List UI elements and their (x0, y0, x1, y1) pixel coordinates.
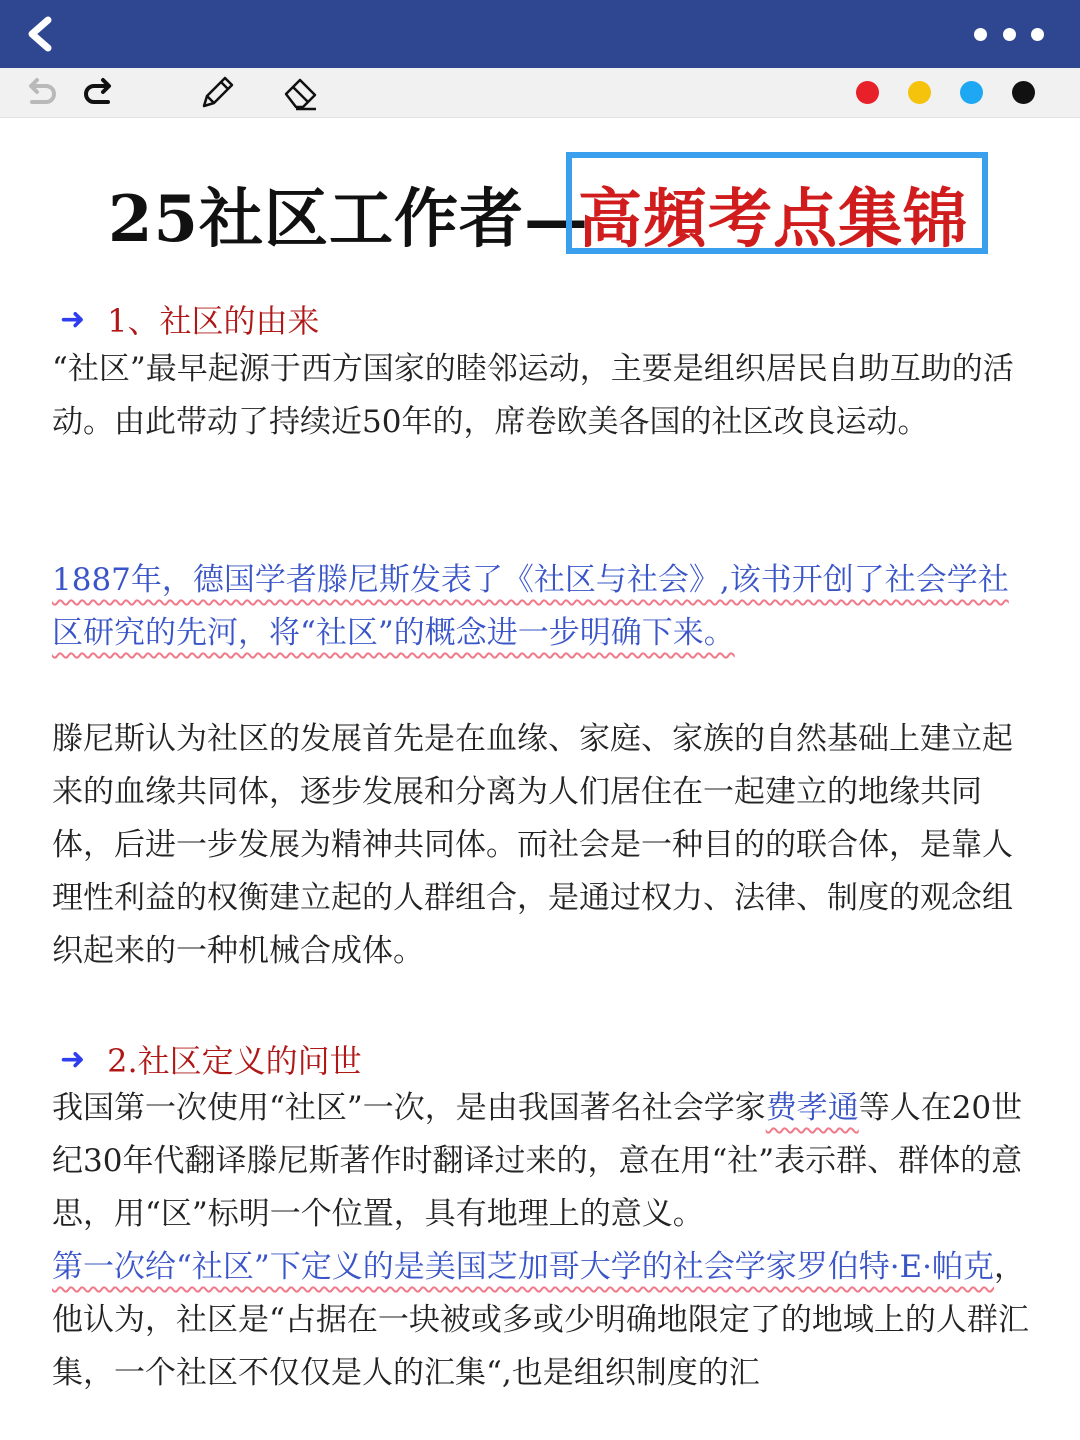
section-heading-1 (60, 296, 320, 342)
section1-paragraph-1: “社区”最早起源于西方国家的睦邻运动，主要是组织居民自助互助的活动。由此带动了持续近50年的，席卷欧美各国的社区改良运动。 (52, 351, 1014, 440)
color-black[interactable] (1012, 81, 1035, 104)
color-yellow[interactable] (908, 81, 931, 104)
highlighted-definition: 第一次给“社区”下定义的是美国芝加哥大学的社会学家罗伯特·E·帕克 (52, 1249, 995, 1285)
undo-button[interactable] (22, 74, 60, 112)
section2-paragraph-1-text-a: 我国第一次使用“社区”一次，是由我国著名社会学家 (52, 1090, 766, 1126)
pencil-icon (198, 74, 236, 112)
arrow-right-icon: ➜ (60, 1041, 86, 1077)
redo-button[interactable] (80, 74, 118, 112)
more-dots-icon (974, 28, 987, 41)
section-heading-1-label: 1、社区的由来 (107, 302, 320, 340)
chevron-left-icon (18, 12, 62, 56)
section-heading-2-label: 2.社区定义的问世 (107, 1042, 362, 1080)
color-blue[interactable] (960, 81, 983, 104)
eraser-icon (282, 74, 320, 112)
page-title: 25社区工作者— (108, 182, 590, 257)
section1-paragraph-2-text: 1887年，德国学者滕尼斯发表了《社区与社会》,该书开创了社会学社区研究的先河，将“社区”的概念进一步明确下来。 (52, 562, 1009, 651)
section-heading-2 (60, 1036, 362, 1082)
section1-paragraph-2 (52, 554, 1032, 660)
top-nav-bar (0, 0, 1080, 68)
section2-paragraph-2-text: ，他认为，社区是“占据在一块被或多或少明确地限定了的地域上的人群汇集，一个社区不仅仅是人的汇集“,也是组织制度的汇 (52, 1249, 1029, 1391)
pencil-button[interactable] (198, 74, 236, 112)
highlighted-name: 费孝通 (765, 1090, 859, 1126)
undo-icon (22, 74, 60, 112)
arrow-right-icon: ➜ (60, 301, 86, 337)
color-red[interactable] (856, 81, 879, 104)
more-options-button[interactable] (974, 24, 1044, 44)
section2-paragraph-1-text-b: 等人在20世纪30年代翻译滕尼斯著作时翻译过来的，意在用“社”表示群、群体的意思，用“区”标明一个位置，具有地理上的意义。 (52, 1090, 1023, 1232)
page-title-highlight: 高頻考点集锦 (578, 182, 968, 257)
section2-paragraph-1 (52, 1082, 1032, 1241)
back-button[interactable] (18, 12, 62, 56)
redo-icon (80, 74, 118, 112)
section2-paragraph-2 (52, 1241, 1032, 1400)
eraser-button[interactable] (282, 74, 320, 112)
section1-paragraph-3: 滕尼斯认为社区的发展首先是在血缘、家庭、家族的自然基础上建立起来的血缘共同体，逐步发展和分离为人们居住在一起建立的地缘共同体，后进一步发展为精神共同体。而社会是一种目的的联合体，是靠人理性利益的权衡建立起的人群组合，是通过权力、法律、制度的观念组织起来的一种机械合成体。 (52, 721, 1013, 969)
